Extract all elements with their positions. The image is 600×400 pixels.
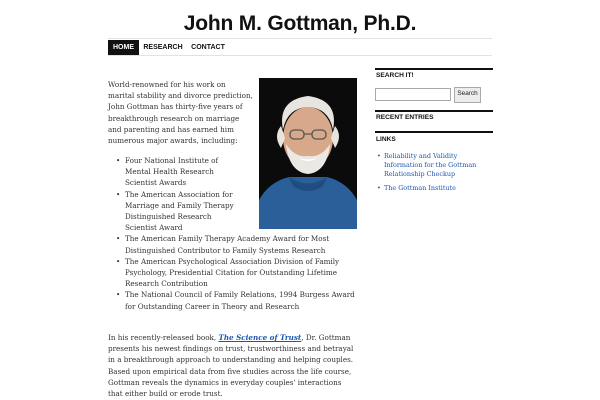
award-item: • The American Association for Marriage and Family Therapy Distinguished Research Scientist Award bbox=[108, 189, 243, 234]
nav-home[interactable]: HOME bbox=[108, 40, 139, 55]
site-title[interactable]: John M. Gottman, Ph.D. bbox=[183, 12, 417, 35]
award-item: • Four National Institute of Mental Health Research Scientist Awards bbox=[108, 155, 243, 189]
search-heading: SEARCH IT! bbox=[376, 72, 414, 79]
link-item bbox=[375, 152, 493, 180]
links-list bbox=[375, 152, 493, 197]
search-input[interactable] bbox=[375, 88, 451, 101]
sidebar-rule bbox=[375, 68, 493, 70]
nav-divider bbox=[108, 55, 492, 56]
book-paragraph bbox=[108, 332, 358, 399]
award-item: • The National Council of Family Relations, 1994 Burgess Award for Outstanding Career in Theory and Research bbox=[108, 289, 358, 311]
main-nav bbox=[108, 40, 492, 55]
link-item bbox=[375, 184, 493, 193]
award-item: • The American Family Therapy Academy Award for Most Distinguished Contributor to Family Systems Research bbox=[108, 233, 358, 255]
book-paragraph-intro: In his recently-released book, bbox=[108, 333, 219, 342]
links-heading: LINKS bbox=[376, 136, 396, 143]
header-divider bbox=[108, 38, 492, 39]
sidebar-rule bbox=[375, 131, 493, 133]
book-title-link[interactable]: The Science of Trust bbox=[218, 333, 302, 342]
link-gottman-institute[interactable]: The Gottman Institute bbox=[384, 183, 456, 192]
intro-paragraph: World-renowned for his work on marital stability and divorce prediction, John Gottman has thirty-five years of breakthrough research on marriage and parenting and has earned him numerous major awards, including: bbox=[108, 80, 253, 146]
award-item: • The American Psychological Association Division of Family Psychology, Presidential Citation for Outstanding Lifetime Research Contribution bbox=[108, 256, 358, 290]
search-button[interactable]: Search bbox=[454, 87, 481, 103]
nav-contact[interactable]: CONTACT bbox=[191, 44, 225, 51]
book-paragraph-body: , Dr. Gottman presents his newest findings on trust, trustworthiness and betrayal in a breakthrough approach to understanding and helping couples. Based upon empirical data from five studies across the life course, Gottman reveals the dynamics in everyday couples' interactions that either build or erode trust. bbox=[108, 333, 354, 399]
recent-entries-heading: RECENT ENTRIES bbox=[376, 114, 434, 121]
nav-research[interactable]: RESEARCH bbox=[143, 44, 183, 51]
awards-list bbox=[108, 155, 358, 312]
sidebar-rule bbox=[375, 110, 493, 112]
link-checkup[interactable]: Reliability and Validity Information for the Gottman Relationship Checkup bbox=[384, 152, 477, 179]
